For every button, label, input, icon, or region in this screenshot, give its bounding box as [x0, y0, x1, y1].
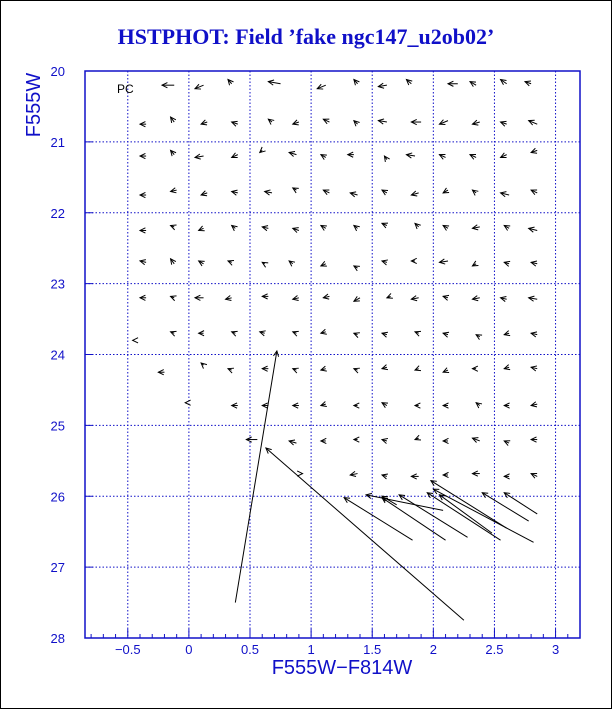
long-vector — [431, 481, 507, 528]
x-tick-labels — [115, 642, 559, 657]
x-tick-label: −0.5 — [114, 642, 141, 657]
vector-head — [344, 498, 350, 503]
x-tick-label: 1.5 — [363, 642, 382, 657]
small-vector — [382, 474, 388, 479]
vector-head — [354, 368, 360, 373]
small-vector — [321, 329, 327, 334]
small-vector — [293, 403, 299, 408]
x-tick-label: 0 — [185, 642, 193, 657]
small-vector — [323, 190, 329, 195]
vector-shaft — [504, 493, 537, 514]
small-vector — [378, 83, 387, 88]
vector-head — [293, 368, 299, 373]
vector-head — [382, 474, 388, 479]
small-vector — [504, 441, 510, 446]
vector-head — [260, 331, 266, 336]
small-vector — [321, 438, 326, 443]
vector-head — [321, 261, 327, 266]
small-vector — [195, 154, 204, 159]
small-vector — [382, 403, 388, 408]
vector-head — [354, 333, 360, 338]
vector-head — [387, 293, 393, 298]
small-vector — [323, 294, 329, 299]
y-tick-label: 24 — [50, 347, 65, 363]
small-vector — [443, 472, 448, 477]
vector-shaft — [344, 498, 412, 541]
vector-head — [504, 493, 510, 498]
vector-head — [472, 261, 478, 266]
vector-head — [504, 441, 510, 446]
small-vector — [472, 296, 479, 301]
small-vector — [354, 437, 359, 442]
small-vector — [293, 331, 299, 336]
vector-head — [415, 331, 421, 336]
vector-head — [228, 368, 234, 373]
small-vector — [443, 226, 449, 231]
vector-head — [399, 495, 405, 500]
small-vector — [226, 295, 232, 300]
small-vector — [531, 473, 537, 478]
small-vector — [260, 331, 266, 336]
y-tick-label: 26 — [50, 489, 65, 505]
small-vector — [354, 333, 360, 338]
vector-head — [321, 366, 327, 371]
y-tick-labels — [51, 64, 65, 646]
vector-layer — [133, 80, 538, 621]
small-vector — [531, 332, 537, 337]
vector-head — [476, 335, 482, 340]
long-vector — [266, 448, 464, 620]
small-vector — [228, 80, 234, 86]
small-vector — [382, 365, 388, 370]
small-vector — [293, 368, 299, 373]
small-vector — [531, 437, 537, 442]
small-vector — [415, 366, 421, 371]
small-vector — [293, 120, 299, 125]
small-vector — [531, 148, 537, 153]
small-vector — [472, 261, 478, 266]
small-vector — [232, 190, 238, 195]
small-vector — [443, 368, 449, 373]
small-vector — [260, 147, 266, 153]
long-vector — [133, 338, 138, 343]
small-vector — [321, 261, 327, 266]
small-vector — [411, 258, 416, 263]
vector-head — [504, 331, 510, 336]
vector-head — [199, 226, 205, 231]
vector-head — [427, 493, 433, 498]
small-vector — [268, 80, 280, 85]
small-vector — [317, 84, 326, 89]
small-vector — [531, 366, 537, 371]
small-vector — [354, 368, 360, 373]
plot-grid — [85, 71, 580, 638]
small-vector — [529, 227, 538, 232]
long-vector — [344, 498, 412, 541]
small-vector — [382, 439, 388, 444]
small-vector — [443, 188, 449, 193]
small-vector — [525, 81, 531, 86]
long-vector — [433, 489, 533, 542]
small-vector — [232, 331, 238, 336]
long-vector — [246, 437, 257, 442]
small-vector — [293, 228, 299, 233]
small-vector — [140, 228, 146, 233]
small-vector — [140, 295, 146, 300]
vector-head — [443, 332, 449, 337]
vector-head — [443, 368, 449, 373]
small-vector — [293, 188, 299, 193]
small-vector — [195, 84, 204, 89]
vector-head — [260, 147, 266, 153]
vector-head — [293, 331, 299, 336]
vector-head — [504, 261, 510, 266]
vector-head — [321, 402, 327, 407]
small-vector — [171, 331, 177, 336]
vector-head — [262, 262, 268, 267]
y-tick-label: 22 — [50, 205, 65, 221]
small-vector — [262, 262, 268, 267]
vector-head — [133, 338, 138, 343]
long-vector — [297, 471, 302, 476]
vector-head — [382, 439, 388, 444]
small-vector — [476, 403, 482, 408]
small-vector — [354, 296, 360, 301]
small-vector — [501, 80, 507, 85]
small-vector — [195, 295, 204, 300]
small-vector — [411, 191, 418, 196]
small-vector — [504, 226, 510, 231]
x-tick-label: 2.5 — [485, 642, 504, 657]
chip-annotation: PC — [117, 82, 134, 96]
vector-shaft — [366, 495, 443, 511]
small-vector — [354, 121, 360, 127]
small-vector — [378, 119, 387, 124]
small-vector — [501, 121, 507, 126]
y-tick-label: 25 — [50, 418, 65, 434]
y-tick-label: 27 — [50, 560, 65, 576]
y-axis-label: F555W — [23, 72, 45, 138]
vector-head — [171, 331, 177, 336]
small-vector — [171, 259, 176, 265]
small-vector — [289, 152, 296, 157]
vector-head — [228, 260, 234, 265]
small-vector — [472, 225, 479, 230]
x-axis-label: F555W−F814W — [271, 657, 413, 679]
small-vector — [228, 260, 234, 265]
small-vector — [531, 402, 537, 407]
small-vector — [232, 226, 238, 231]
small-vector — [443, 295, 449, 300]
small-vector — [448, 81, 458, 86]
long-vector — [185, 400, 190, 405]
vector-head — [171, 296, 177, 301]
small-vector — [321, 402, 327, 407]
small-vector — [354, 266, 360, 271]
small-vector — [171, 296, 177, 301]
small-vector — [415, 403, 420, 408]
x-tick-label: 0.5 — [240, 642, 260, 657]
small-vector — [415, 435, 421, 440]
small-vector — [531, 190, 537, 195]
vector-shaft — [235, 351, 277, 603]
vector-head — [415, 366, 421, 371]
small-vector — [529, 120, 538, 125]
small-vector — [140, 192, 146, 197]
small-vector — [140, 260, 146, 265]
small-vector — [350, 192, 357, 197]
small-vector — [289, 261, 295, 266]
small-vector — [472, 190, 478, 195]
small-vector — [382, 223, 388, 228]
small-vector — [439, 259, 448, 264]
vector-head — [431, 481, 437, 486]
small-vector — [158, 370, 164, 375]
small-vector — [504, 331, 510, 336]
small-vector — [171, 225, 177, 230]
small-vector — [501, 192, 510, 197]
small-vector — [411, 296, 418, 301]
vector-shaft — [427, 493, 500, 540]
long-vector — [235, 351, 278, 603]
small-vector — [382, 332, 388, 337]
small-vector — [199, 226, 205, 231]
small-vector — [140, 122, 146, 127]
small-vector — [321, 366, 327, 371]
y-tick-label: 20 — [50, 64, 65, 79]
small-vector — [411, 474, 418, 479]
x-tick-label: 2 — [429, 642, 437, 657]
small-vector — [504, 474, 509, 479]
vector-shaft — [431, 481, 507, 528]
small-vector — [232, 121, 238, 126]
x-tick-label: 3 — [551, 642, 560, 657]
small-vector — [201, 120, 207, 125]
small-vector — [323, 119, 329, 124]
small-vector — [415, 223, 421, 229]
vector-head — [504, 365, 510, 370]
vector-head — [185, 400, 190, 405]
vector-head — [201, 363, 207, 369]
small-vector — [171, 150, 177, 156]
small-vector — [504, 365, 510, 370]
small-vector — [529, 296, 538, 301]
vector-head — [321, 329, 327, 334]
vector-head — [382, 365, 388, 370]
vector-head — [382, 332, 388, 337]
vector-head — [415, 435, 421, 440]
small-vector — [501, 153, 507, 158]
small-vector — [439, 155, 445, 160]
small-vector — [504, 403, 509, 408]
small-vector — [354, 226, 360, 231]
small-vector — [531, 261, 537, 266]
small-vector — [411, 119, 421, 124]
vector-head — [382, 260, 388, 265]
vector-head — [297, 471, 302, 476]
long-vector — [504, 493, 537, 514]
small-vector — [289, 440, 296, 445]
small-vector — [476, 335, 482, 340]
small-vector — [382, 260, 388, 265]
vector-head — [382, 223, 388, 228]
vector-shaft — [433, 489, 533, 542]
vector-head — [232, 331, 238, 336]
small-vector — [470, 82, 476, 87]
small-vector — [384, 156, 389, 162]
small-vector — [472, 120, 479, 125]
small-vector — [504, 261, 510, 266]
small-vector — [171, 188, 177, 193]
small-vector — [232, 153, 238, 158]
small-vector — [354, 403, 359, 408]
small-vector — [201, 191, 207, 196]
vector-head — [354, 266, 360, 271]
x-tick-label: 1 — [307, 642, 315, 657]
small-vector — [382, 190, 388, 195]
small-vector — [199, 331, 204, 336]
small-vector — [232, 403, 238, 408]
small-vector — [472, 471, 479, 476]
small-vector — [387, 293, 393, 298]
small-vector — [472, 438, 479, 443]
small-vector — [262, 226, 268, 231]
small-vector — [350, 471, 357, 476]
small-vector — [354, 80, 360, 86]
small-vector — [472, 366, 477, 371]
small-vector — [199, 261, 205, 266]
small-vector — [406, 80, 412, 86]
small-vector — [470, 155, 476, 160]
small-vector — [321, 226, 327, 231]
small-vector — [406, 153, 415, 158]
small-vector — [443, 403, 448, 408]
y-tick-label: 21 — [50, 134, 65, 150]
small-vector — [171, 117, 176, 123]
small-vector — [501, 296, 507, 301]
small-vector — [140, 153, 146, 158]
small-vector — [201, 363, 207, 369]
small-vector — [443, 332, 449, 337]
small-vector — [262, 366, 268, 371]
small-vector — [439, 120, 448, 125]
y-tick-label: 28 — [50, 631, 65, 646]
long-vector — [427, 493, 500, 540]
vector-head — [293, 188, 299, 193]
small-vector — [321, 155, 327, 160]
small-vector — [162, 83, 174, 88]
small-vector — [348, 152, 354, 157]
vector-shaft — [266, 448, 464, 620]
vector-head — [171, 225, 177, 230]
small-vector — [443, 438, 448, 443]
small-vector — [228, 368, 234, 373]
small-vector — [265, 190, 272, 195]
small-vector — [268, 119, 274, 124]
small-vector — [415, 331, 421, 336]
y-tick-label: 23 — [50, 276, 65, 292]
small-vector — [262, 294, 268, 299]
small-vector — [293, 295, 299, 300]
chart-title: HSTPHOT: Field ’fake ngc147_u2ob02’ — [117, 24, 495, 49]
vector-head — [443, 295, 449, 300]
